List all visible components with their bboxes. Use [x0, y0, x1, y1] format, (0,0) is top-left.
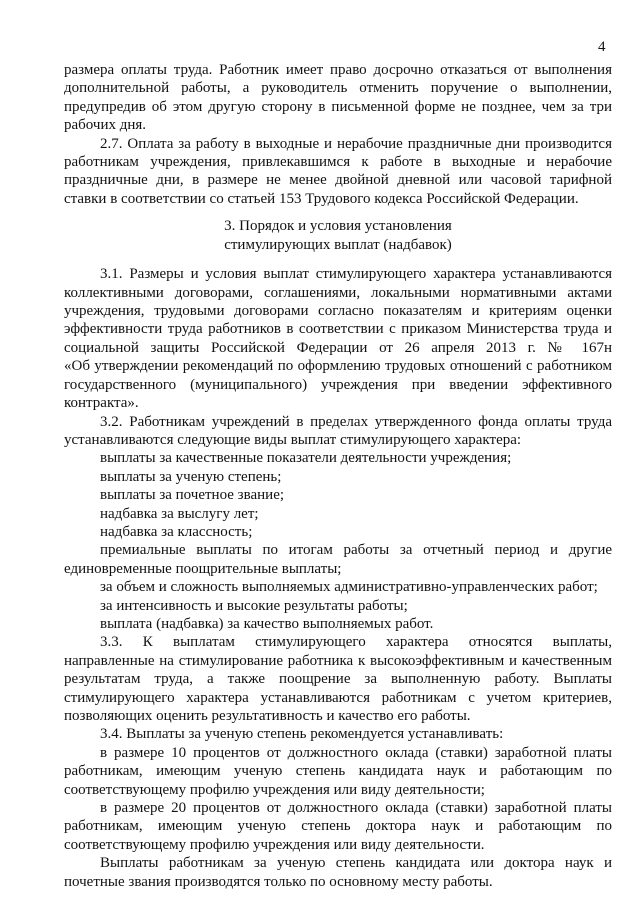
p-continuation-line: дополнительной работы, а руководитель отменить поручение о выполнении,	[64, 80, 612, 97]
p-3-3-line: направленные на стимулирование работника к высокоэффективным и качественным	[64, 652, 612, 669]
p-3-1-line: эффективности труда работников в соответствии с приказом Министерства труда и	[64, 321, 612, 338]
p-3-3-line: стимулирующего характера устанавливаются работникам с учетом критериев,	[64, 689, 612, 706]
p-3-1-line: 3.1. Размеры и условия выплат стимулирующего характера устанавливаются	[100, 266, 612, 283]
li-4-line: надбавка за выслугу лет;	[100, 505, 259, 522]
page-content	[64, 61, 612, 891]
p-continuation-line: предупредив об этом другую сторону в письменной форме не позднее, чем за три	[64, 98, 612, 115]
p-2-7-line: праздничные дни, в размере не менее двойной дневной или часовой тарифной	[64, 172, 612, 189]
section-heading-line2: стимулирующих выплат (надбавок)	[224, 237, 452, 254]
p-2-7-line: 2.7. Оплата за работу в выходные и нерабочие праздничные дни производится	[100, 135, 612, 152]
p-3-1-line: «Об утверждении рекомендаций по оформлению трудовых отношений с работником	[64, 358, 612, 375]
p-3-1-line: государственного (муниципального) учреждения при введении эффективного	[64, 376, 612, 393]
section-heading-line1: 3. Порядок и условия установления	[224, 218, 452, 235]
p-3-3-line: позволяющих оценить результативность и качество его работы.	[64, 708, 471, 724]
p-3-4-b-line: соответствующему профилю учреждения или виду деятельности.	[64, 836, 485, 853]
li-7-line: за объем и сложность выполняемых административно-управленческих работ;	[100, 579, 598, 596]
p-3-1-line: коллективными договорами, соглашениями, локальными нормативными актами	[64, 284, 612, 301]
li-6-line: премиальные выплаты по итогам работы за отчетный период и другие	[100, 542, 612, 559]
p-3-2-line: устанавливаются следующие виды выплат стимулирующего характера:	[64, 431, 522, 448]
p-3-1-line: социальной защиты Российской Федерации от 26 апреля 2013 г. № 167н	[64, 339, 612, 356]
p-3-4-line: 3.4. Выплаты за ученую степень рекомендуется устанавливать:	[100, 726, 504, 743]
p-2-7-line: работникам учреждения, привлекавшимся к работе в выходные и нерабочие	[64, 154, 612, 171]
p-3-4-a-line: соответствующему профилю учреждения или виду деятельности;	[64, 781, 485, 798]
p-2-7-line: ставки в соответствии со статьей 153 Трудового кодекса Российской Федерации.	[64, 190, 579, 207]
p-3-4-a-line: в размере 10 процентов от должностного оклада (ставки) заработной платы	[100, 744, 612, 761]
p-3-1-line: контракта».	[64, 395, 139, 412]
paragraphs-bottom	[64, 265, 612, 891]
section-heading	[64, 217, 612, 255]
p-continuation-line: размера оплаты труда. Работник имеет право досрочно отказаться от выполнения	[64, 62, 612, 78]
paragraphs-top	[64, 61, 612, 208]
page-number: 4	[598, 39, 606, 55]
li-8-line: за интенсивность и высокие результаты работы;	[100, 597, 408, 614]
p-3-4-b-line: работникам, имеющим ученую степень доктора наук и работающим по	[64, 818, 612, 835]
li-9-line: выплата (надбавка) за качество выполняемых работ.	[100, 615, 434, 632]
p-continuation-line: рабочих дня.	[64, 117, 147, 134]
p-3-4-a-line: работникам, имеющим ученую степень кандидата наук и работающим по	[64, 763, 612, 780]
p-3-1-line: учреждения, трудовыми договорами согласно показателям и критериям оценки	[64, 303, 612, 320]
li-3-line: выплаты за почетное звание;	[100, 487, 285, 504]
li-5-line: надбавка за классность;	[100, 523, 253, 540]
li-2-line: выплаты за ученую степень;	[100, 468, 282, 485]
p-3-3-line: результатам труда, а также поощрение за выполненную работу. Выплаты	[64, 671, 612, 688]
p-3-4-c-line: почетные звания производятся только по основному месту работы.	[64, 873, 493, 890]
p-3-4-c-line: Выплаты работникам за ученую степень кандидата или доктора наук и	[100, 855, 612, 872]
li-1-line: выплаты за качественные показатели деятельности учреждения;	[100, 450, 512, 467]
li-6-line: единовременные поощрительные выплаты;	[64, 560, 342, 577]
p-3-4-b-line: в размере 20 процентов от должностного оклада (ставки) заработной платы	[100, 800, 612, 817]
p-3-2-line: 3.2. Работникам учреждений в пределах утвержденного фонда оплаты труда	[100, 413, 612, 430]
p-3-3-line: 3.3. К выплатам стимулирующего характера относятся выплаты,	[100, 634, 612, 651]
